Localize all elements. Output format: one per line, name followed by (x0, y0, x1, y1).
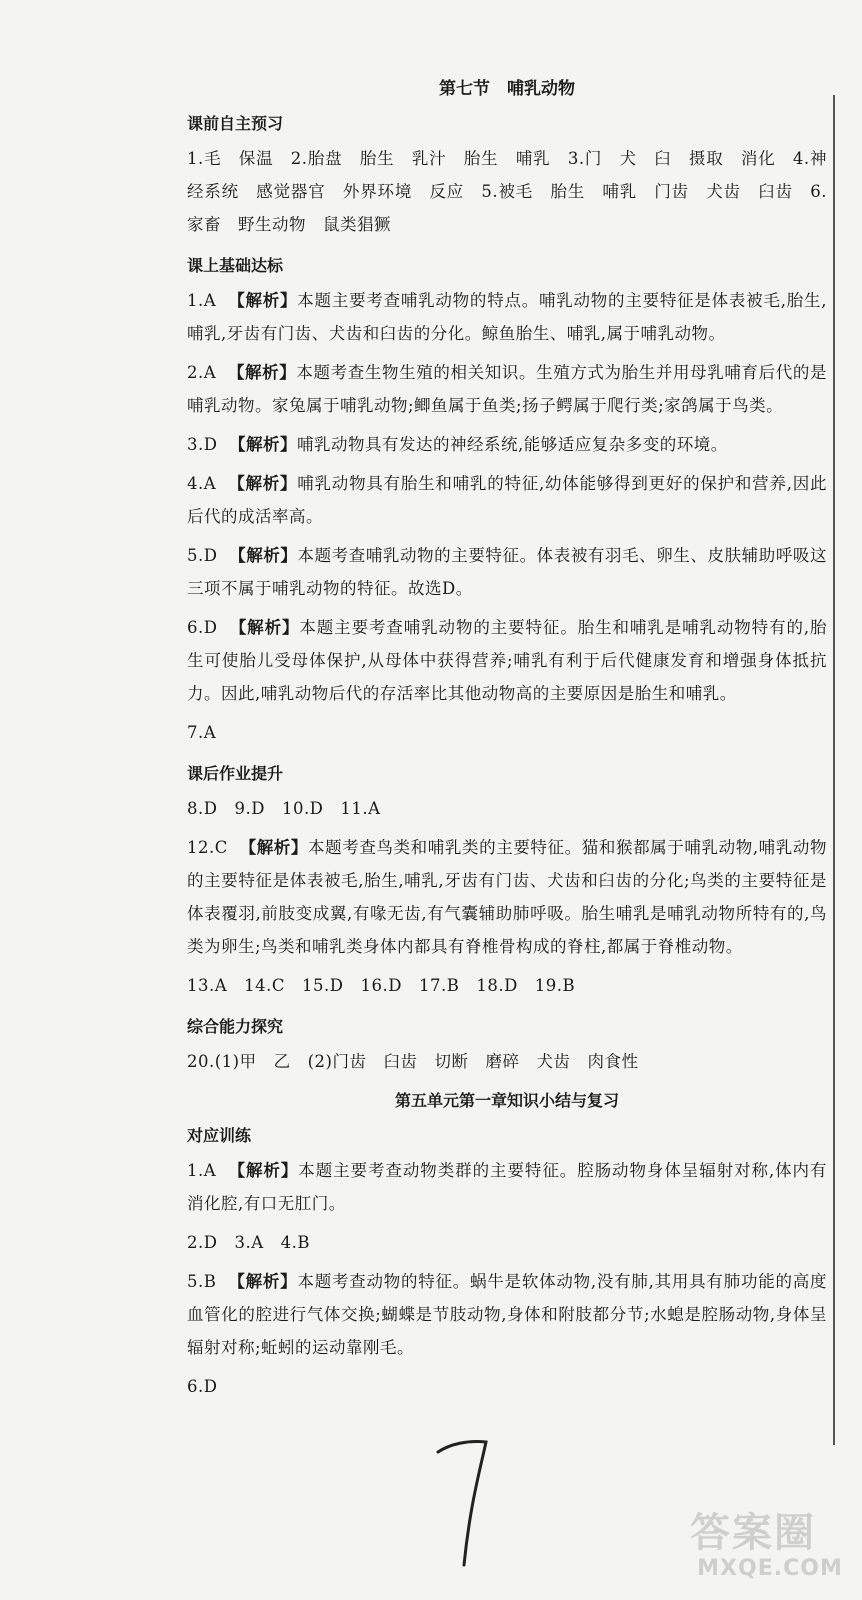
answer-line: 2.D 3.A 4.B (187, 1233, 310, 1252)
analysis-text: 本题主要考查哺乳动物的特点。哺乳动物的主要特征是体表被毛,胎生,哺乳,牙齿有门齿、犬齿和臼齿的分化。鲸鱼胎生、哺乳,属于哺乳动物。 (187, 291, 827, 343)
margin-line (833, 95, 835, 1445)
watermark-logo (690, 1510, 850, 1595)
answer-number: 2.A (187, 363, 217, 382)
watermark-url: MXQE.COM (697, 1556, 843, 1581)
answer-item (187, 467, 827, 533)
answer-item (187, 539, 827, 605)
analysis-tag: 【解析】 (227, 363, 297, 382)
watermark-text: 答案圈 (690, 1510, 816, 1556)
explore-heading: 综合能力探究 (187, 1017, 284, 1036)
analysis-text: 本题考查哺乳动物的主要特征。体表被有羽毛、卵生、皮肤辅助呼吸这三项不属于哺乳动物的特征。故选D。 (187, 546, 828, 598)
answer-number: 6.D (187, 618, 218, 637)
answer-number: 4.A (187, 474, 217, 493)
analysis-text: 本题主要考查哺乳动物的主要特征。胎生和哺乳是哺乳动物特有的,胎生可使胎儿受母体保护,从母体中获得营养;哺乳有利于后代健康发育和增强身体抵抗力。因此,哺乳动物后代的存活率比其他动物高的主要原因是胎生和哺乳。 (187, 618, 828, 703)
answer-line: 13.A 14.C 15.D 16.D 17.B 18.D 19.B (187, 976, 576, 995)
answer-item (187, 284, 827, 350)
answer-item (187, 831, 827, 963)
analysis-text: 哺乳动物具有发达的神经系统,能够适应复杂多变的环境。 (296, 435, 728, 454)
analysis-tag: 【解析】 (228, 1161, 299, 1180)
answer-line: 6.D (187, 1377, 218, 1396)
analysis-tag: 【解析】 (228, 1272, 298, 1291)
answer-number: 12.C (187, 838, 228, 857)
section-title: 第七节 哺乳动物 (439, 79, 575, 99)
analysis-tag: 【解析】 (229, 546, 298, 565)
preview-text: 1.毛 保温 2.胎盘 胎生 乳汁 胎生 哺乳 3.门 犬 臼 摄取 消化 4.神经系统 感觉器官 外界环境 反应 5.被毛 胎生 哺乳 门齿 犬齿 臼齿 6.家畜 野生动物 鼠类猖獗 (187, 149, 827, 234)
analysis-text: 本题考查生物生殖的相关知识。生殖方式为胎生并用母乳哺育后代的是哺乳动物。家兔属于哺乳动物;鲫鱼属于鱼类;扬子鳄属于爬行类;家鸽属于鸟类。 (187, 363, 827, 415)
analysis-text: 本题主要考查动物类群的主要特征。腔肠动物身体呈辐射对称,体内有消化腔,有口无肛门。 (187, 1161, 827, 1213)
answer-item (187, 716, 827, 749)
answer-item (187, 1154, 827, 1220)
homework-heading: 课后作业提升 (187, 764, 284, 783)
answer-line: 8.D 9.D 10.D 11.A (187, 799, 381, 818)
answer-line: 20.(1)甲 乙 (2)门齿 臼齿 切断 磨碎 犬齿 肉食性 (187, 1052, 639, 1071)
answer-content (187, 74, 827, 1409)
analysis-text: 哺乳动物具有胎生和哺乳的特征,幼体能够得到更好的保护和营养,因此后代的成活率高。 (187, 474, 827, 526)
analysis-tag: 【解析】 (228, 474, 298, 493)
preview-heading: 课前自主预习 (187, 114, 284, 133)
answer-number: 1.A (187, 1161, 217, 1180)
answer-item (187, 356, 827, 422)
analysis-tag: 【解析】 (228, 291, 298, 310)
analysis-tag: 【解析】 (229, 618, 300, 637)
answer-item (187, 611, 827, 710)
answer-number: 3.D (187, 435, 218, 454)
answer-item (187, 1265, 827, 1364)
answer-number: 1.A (187, 291, 217, 310)
basic-heading: 课上基础达标 (187, 256, 284, 275)
unit-title: 第五单元第一章知识小结与复习 (394, 1091, 619, 1110)
handwritten-page-number (430, 1430, 500, 1570)
analysis-tag: 【解析】 (228, 435, 297, 454)
analysis-tag: 【解析】 (239, 838, 309, 857)
training-heading: 对应训练 (187, 1126, 252, 1145)
answer-number: 5.B (187, 1272, 217, 1291)
analysis-text: 本题考查动物的特征。蜗牛是软体动物,没有肺,其用具有肺功能的高度血管化的腔进行气体交换;蝴蝶是节肢动物,身体和附肢都分节;水螅是腔肠动物,身体呈辐射对称;蚯蚓的运动靠刚毛。 (187, 1272, 827, 1357)
answer-item (187, 428, 827, 461)
answer-number: 7.A (187, 723, 217, 742)
analysis-text: 本题考查鸟类和哺乳类的主要特征。猫和猴都属于哺乳动物,哺乳动物的主要特征是体表被毛,胎生,哺乳,牙齿有门齿、犬齿和臼齿的分化;鸟类的主要特征是体表覆羽,前肢变成翼,有喙无齿,有气囊辅助肺呼吸。胎生哺乳是哺乳动物所特有的,鸟类为卵生;鸟类和哺乳类身体内都具有脊椎骨构成的脊柱,都属于脊椎动物。 (187, 838, 828, 956)
answer-number: 5.D (187, 546, 218, 565)
